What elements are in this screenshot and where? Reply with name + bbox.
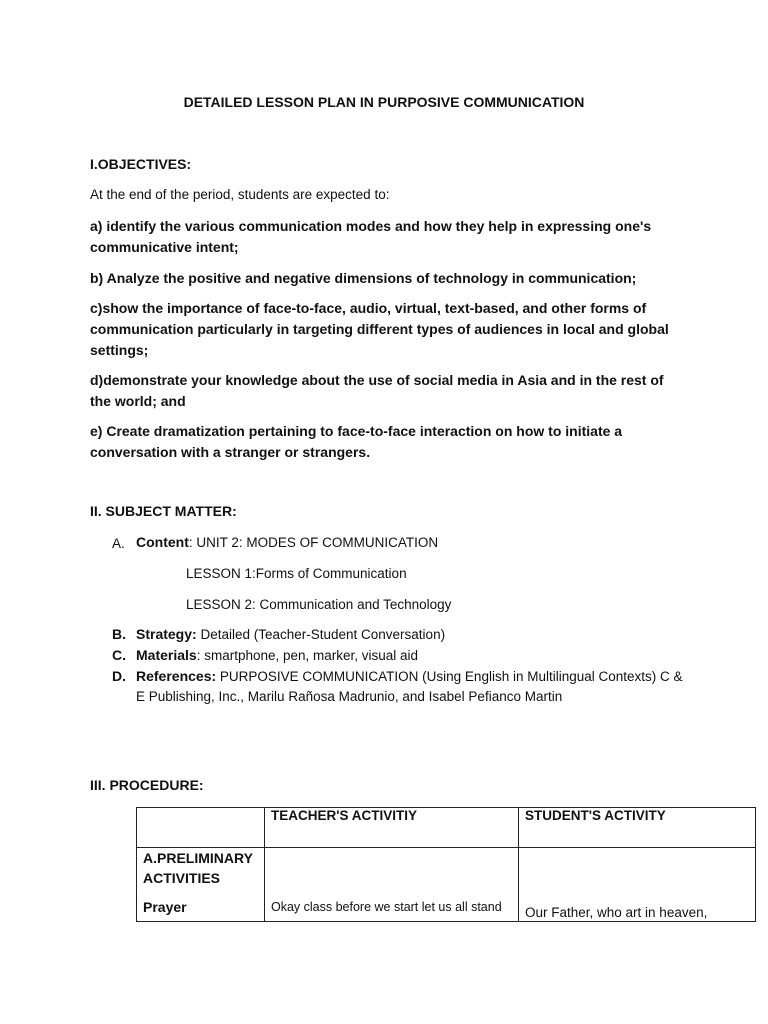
lesson-1: LESSON 1:Forms of Communication (186, 566, 407, 581)
materials-value: : smartphone, pen, marker, visual aid (196, 648, 419, 663)
procedure-heading: III. PROCEDURE: (90, 777, 204, 793)
references-label: References: (136, 668, 217, 684)
content-value: : UNIT 2: MODES OF COMMUNICATION (188, 535, 439, 550)
student-text: Our Father, who art in heaven, (525, 905, 708, 920)
header-cell-teacher: TEACHER'S ACTIVITIY (265, 808, 519, 848)
materials-marker: C. (112, 647, 126, 663)
header-cell-blank (137, 808, 265, 848)
objectives-intro: At the end of the period, students are expected to: (90, 187, 390, 202)
strategy-line (136, 626, 445, 644)
materials-line (136, 647, 418, 665)
references-line (136, 668, 683, 686)
objective-item-b: b) Analyze the positive and negative dimensions of technology in communication; (90, 270, 637, 286)
strategy-label: Strategy: (136, 626, 197, 642)
section-label: A.PRELIMINARY ACTIVITIES (143, 850, 253, 886)
content-label: Content (136, 534, 189, 550)
materials-label: Materials (136, 647, 197, 663)
section-cell (137, 848, 265, 922)
objective-item-e: e) Create dramatization pertaining to face-to-face interaction on how to initiate a conversation with a stranger or strangers. (90, 423, 623, 460)
lesson-2: LESSON 2: Communication and Technology (186, 597, 452, 612)
prayer-label: Prayer (143, 899, 187, 915)
student-cell (519, 848, 756, 922)
subject-matter-heading: II. SUBJECT MATTER: (90, 503, 237, 519)
table-header-row (137, 808, 756, 848)
teacher-text: Okay class before we start let us all stand (271, 900, 502, 914)
objective-item-c: c)show the importance of face-to-face, audio, virtual, text-based, and other forms of communication particularly in targeting different types of audiences in local and global settings; (90, 300, 669, 358)
references-value-1: PURPOSIVE COMMUNICATION (Using English in Multilingual Contexts) C & (216, 669, 683, 684)
page-title: DETAILED LESSON PLAN IN PURPOSIVE COMMUNICATION (183, 94, 585, 110)
header-cell-student: STUDENT'S ACTIVITY (519, 808, 756, 848)
references-value-2: E Publishing, Inc., Marilu Rañosa Madrunio, and Isabel Pefianco Martin (136, 689, 563, 704)
content-marker: A. (112, 536, 125, 551)
strategy-value: Detailed (Teacher-Student Conversation) (196, 627, 446, 642)
objective-item-a: a) identify the various communication modes and how they help in expressing one's communicative intent; (90, 218, 652, 255)
procedure-table (136, 807, 756, 922)
content-line (136, 534, 438, 552)
teacher-cell (265, 848, 519, 922)
objective-item-d: d)demonstrate your knowledge about the use of social media in Asia and in the rest of the world; and (90, 372, 664, 409)
references-marker: D. (112, 668, 126, 684)
table-row (137, 848, 756, 922)
objectives-heading: I.OBJECTIVES: (90, 156, 192, 172)
strategy-marker: B. (112, 626, 126, 642)
